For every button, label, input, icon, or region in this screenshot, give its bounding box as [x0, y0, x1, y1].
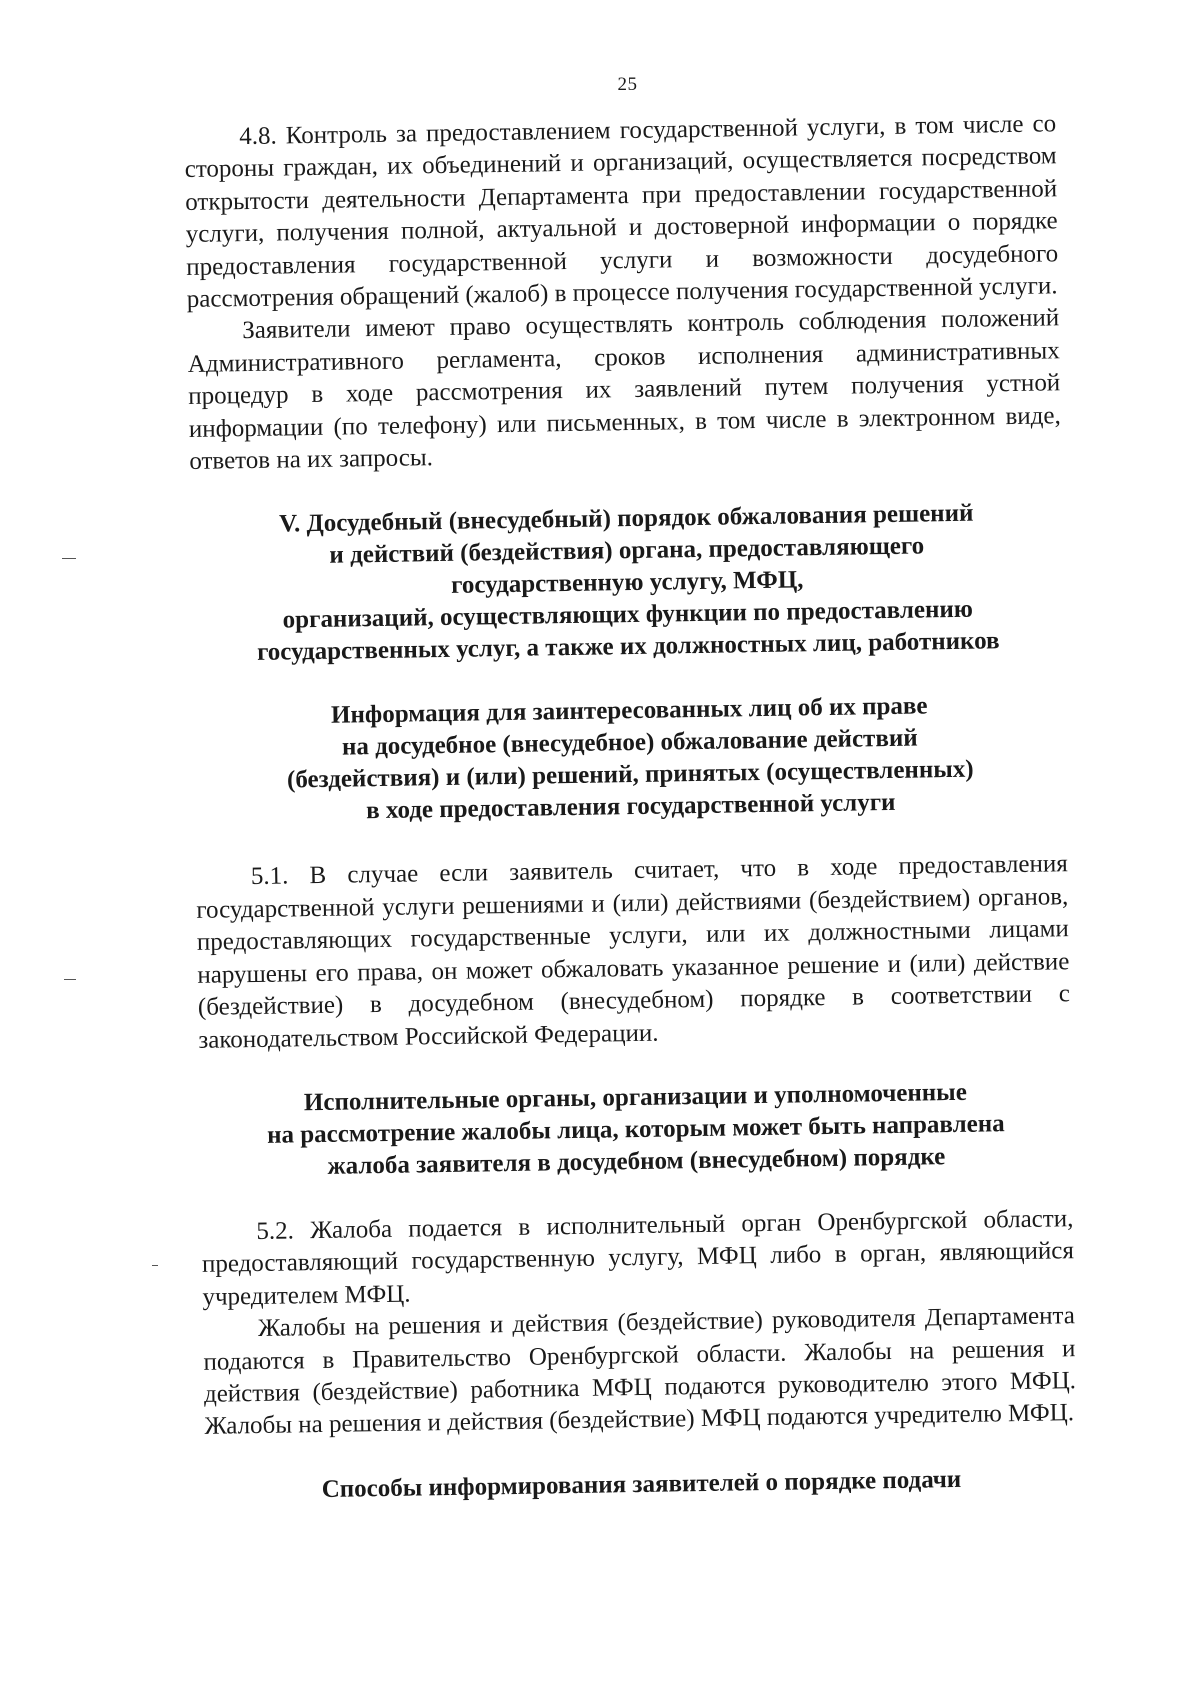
margin-mark	[152, 1265, 158, 1266]
methods-heading: Способы информирования заявителей о порядке подачи	[321, 1465, 962, 1503]
subsection-heading-line: (бездействия) и (или) решений, принятых (осуществленных)	[286, 756, 974, 794]
organs-heading	[199, 1075, 1072, 1185]
subsection-heading-line: Исполнительные органы, организации и уполномоченные	[303, 1078, 968, 1117]
page-number: 25	[617, 74, 638, 95]
paragraph-complaints: Жалобы на решения и действия (бездействие) руководителя Департамента подаются в Правительство Оренбургской области. Жалобы на решения и действия (бездействие) работника МФЦ подаются руководителю этого МФЦ. Жалобы на решения и действия (бездействие) МФЦ подаются учредителю МФЦ.	[203, 1302, 1077, 1441]
section-v-heading	[190, 497, 1064, 671]
subsection-heading-line: в ходе предоставления государственной услуги	[365, 789, 896, 825]
margin-mark	[64, 979, 76, 980]
section-heading-line: государственную услугу, МФЦ,	[450, 566, 804, 600]
subsection-heading-line: Информация для заинтересованных лиц об их праве	[330, 692, 928, 730]
subsection-heading-line: на рассмотрение жалобы лица, которым может быть направлена	[266, 1110, 1005, 1149]
paragraph-5-1: 5.1. В случае если заявитель считает, что в ходе предоставления государственной услуги решениями и (или) действиями (бездействием) органов, предоставляющих государственные услуги, или их должностными лицами нарушены его права, он может обжаловать указанное решение и (или) действие (бездействие) в досудебном (внесудебном) порядке в соответствии с законодательством Российской Федерации.	[196, 850, 1071, 1054]
section-heading-line: государственных услуг, а также их должностных лиц, работников	[256, 627, 1000, 667]
paragraph-4-8: 4.8. Контроль за предоставлением государственной услуги, в том числе со стороны граждан, их объединений и организаций, осуществляется посредством открытости деятельности Департамента при предоставлении государственной услуги, получения полной, актуальной и достоверной информации о порядке предоставления государственной услуги и возможности досудебного рассмотрения обращений (жалоб) в процессе получения государственной услуги.	[184, 110, 1059, 314]
paragraph-applicants-rights: Заявители имеют право осуществлять контроль соблюдения положений Административного регламента, сроков исполнения административных процедур в ходе рассмотрения их заявлений путем получения устной информации (по телефону) или письменных, в том числе в электронном виде, ответов на их запросы.	[187, 304, 1061, 476]
section-heading-line: и действий (бездействия) органа, предоставляющего	[329, 532, 925, 570]
subsection-heading-line: жалоба заявителя в досудебном (внесудебном) порядке	[327, 1143, 946, 1180]
info-heading	[193, 689, 1067, 831]
document-body	[184, 108, 1078, 1507]
section-heading-line: V. Досудебный (внесудебный) порядок обжалования решений	[278, 500, 974, 539]
section-heading-line: организаций, осуществляющих функции по предоставлению	[282, 596, 974, 634]
paragraph-5-2: 5.2. Жалоба подается в исполнительный орган Оренбургской области, предоставляющий государственную услугу, МФЦ либо в орган, являющийся учредителем МФЦ.	[201, 1205, 1075, 1311]
margin-mark	[62, 558, 76, 559]
subsection-heading-line: на досудебное (внесудебное) обжалование действий	[341, 725, 918, 762]
